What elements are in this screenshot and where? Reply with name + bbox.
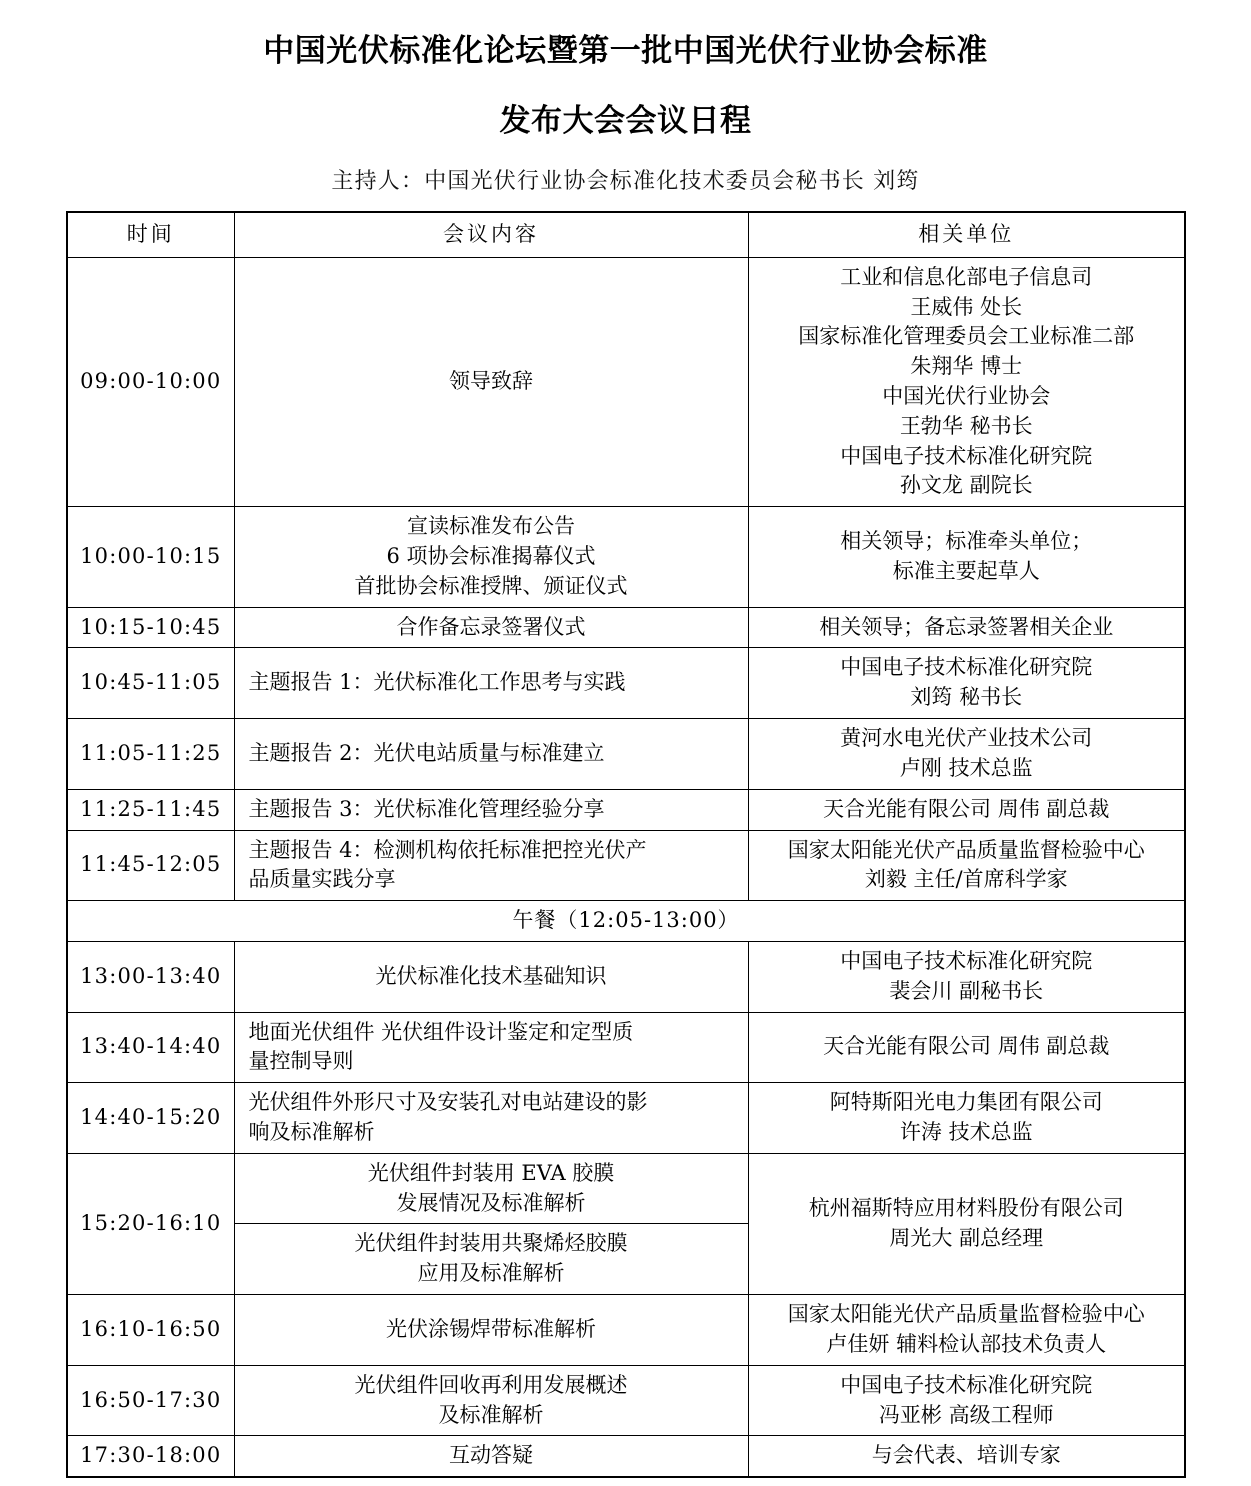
- table-row: [67, 607, 1185, 648]
- column-header-content: 会议内容: [234, 212, 748, 258]
- cell-unit: 与会代表、培训专家: [748, 1436, 1185, 1477]
- cell-unit: 相关领导；标准牵头单位； 标准主要起草人: [748, 507, 1185, 607]
- cell-time: 17:30-18:00: [67, 1436, 234, 1477]
- cell-unit: 中国电子技术标准化研究院 裴会川 副秘书长: [748, 941, 1185, 1012]
- cell-time: 15:20-16:10: [67, 1153, 234, 1294]
- cell-time: 16:50-17:30: [67, 1365, 234, 1436]
- cell-unit: 阿特斯阳光电力集团有限公司 许涛 技术总监: [748, 1083, 1185, 1154]
- cell-content: 主题报告 1：光伏标准化工作思考与实践: [234, 648, 748, 719]
- cell-time: 09:00-10:00: [67, 257, 234, 507]
- cell-content: 主题报告 2：光伏电站质量与标准建立: [234, 719, 748, 790]
- cell-content: 主题报告 4：检测机构依托标准把控光伏产 品质量实践分享: [234, 830, 748, 901]
- page-title-line-2: 发布大会会议日程: [499, 102, 752, 138]
- column-header-unit: 相关单位: [748, 212, 1185, 258]
- cell-time: 13:40-14:40: [67, 1012, 234, 1083]
- table-row: [67, 1012, 1185, 1083]
- table-header-row: [67, 212, 1185, 258]
- table-row: [67, 1436, 1185, 1477]
- cell-content: 宣读标准发布公告 6 项协会标准揭幕仪式 首批协会标准授牌、颁证仪式: [234, 507, 748, 607]
- cell-unit: 天合光能有限公司 周伟 副总裁: [748, 1012, 1185, 1083]
- cell-content: 光伏涂锡焊带标准解析: [234, 1295, 748, 1366]
- table-row-lunch: [67, 901, 1185, 942]
- cell-time: 14:40-15:20: [67, 1083, 234, 1154]
- cell-unit: 杭州福斯特应用材料股份有限公司 周光大 副总经理: [748, 1153, 1185, 1294]
- cell-unit: 工业和信息化部电子信息司 王威伟 处长 国家标准化管理委员会工业标准二部 朱翔华 博士 中国光伏行业协会 王勃华 秘书长 中国电子技术标准化研究院 孙文龙 副院长: [748, 257, 1185, 507]
- cell-content: 地面光伏组件 光伏组件设计鉴定和定型质 量控制导则: [234, 1012, 748, 1083]
- cell-time: 10:15-10:45: [67, 607, 234, 648]
- cell-time: 10:00-10:15: [67, 507, 234, 607]
- table-row: [67, 719, 1185, 790]
- cell-content: 光伏组件封装用 EVA 胶膜 发展情况及标准解析: [234, 1153, 748, 1224]
- title-block: [0, 0, 1251, 195]
- cell-content: 主题报告 3：光伏标准化管理经验分享: [234, 789, 748, 830]
- table-row-merged-a: [67, 1153, 1185, 1224]
- cell-unit: 黄河水电光伏产业技术公司 卢刚 技术总监: [748, 719, 1185, 790]
- column-header-time: 时间: [67, 212, 234, 258]
- cell-unit: 国家太阳能光伏产品质量监督检验中心 卢佳妍 辅料检认部技术负责人: [748, 1295, 1185, 1366]
- cell-time: 11:05-11:25: [67, 719, 234, 790]
- cell-unit: 中国电子技术标准化研究院 刘筠 秘书长: [748, 648, 1185, 719]
- cell-content: 互动答疑: [234, 1436, 748, 1477]
- cell-content: 光伏组件回收再利用发展概述 及标准解析: [234, 1365, 748, 1436]
- cell-content: 光伏组件外形尺寸及安装孔对电站建设的影 响及标准解析: [234, 1083, 748, 1154]
- cell-content: 领导致辞: [234, 257, 748, 507]
- cell-content: 光伏标准化技术基础知识: [234, 941, 748, 1012]
- cell-lunch: 午餐（12:05-13:00）: [67, 901, 1185, 942]
- cell-time: 16:10-16:50: [67, 1295, 234, 1366]
- table-row: [67, 941, 1185, 1012]
- table-row: [67, 507, 1185, 607]
- table-row: [67, 1365, 1185, 1436]
- cell-unit: 天合光能有限公司 周伟 副总裁: [748, 789, 1185, 830]
- table-row: [67, 1295, 1185, 1366]
- cell-unit: 相关领导；备忘录签署相关企业: [748, 607, 1185, 648]
- schedule-table: [66, 211, 1186, 1478]
- table-row: [67, 830, 1185, 901]
- cell-content: 光伏组件封装用共聚烯烃胶膜 应用及标准解析: [234, 1224, 748, 1295]
- table-row: [67, 789, 1185, 830]
- host-line: 主持人：中国光伏行业协会标准化技术委员会秘书长 刘筠: [331, 168, 920, 194]
- cell-time: 11:45-12:05: [67, 830, 234, 901]
- table-row: [67, 257, 1185, 507]
- table-row: [67, 1083, 1185, 1154]
- cell-time: 13:00-13:40: [67, 941, 234, 1012]
- cell-time: 11:25-11:45: [67, 789, 234, 830]
- page-title-line-1: 中国光伏标准化论坛暨第一批中国光伏行业协会标准: [263, 33, 988, 68]
- cell-unit: 中国电子技术标准化研究院 冯亚彬 高级工程师: [748, 1365, 1185, 1436]
- cell-content: 合作备忘录签署仪式: [234, 607, 748, 648]
- cell-unit: 国家太阳能光伏产品质量监督检验中心 刘毅 主任/首席科学家: [748, 830, 1185, 901]
- table-row: [67, 648, 1185, 719]
- schedule-body: [67, 257, 1185, 1477]
- cell-time: 10:45-11:05: [67, 648, 234, 719]
